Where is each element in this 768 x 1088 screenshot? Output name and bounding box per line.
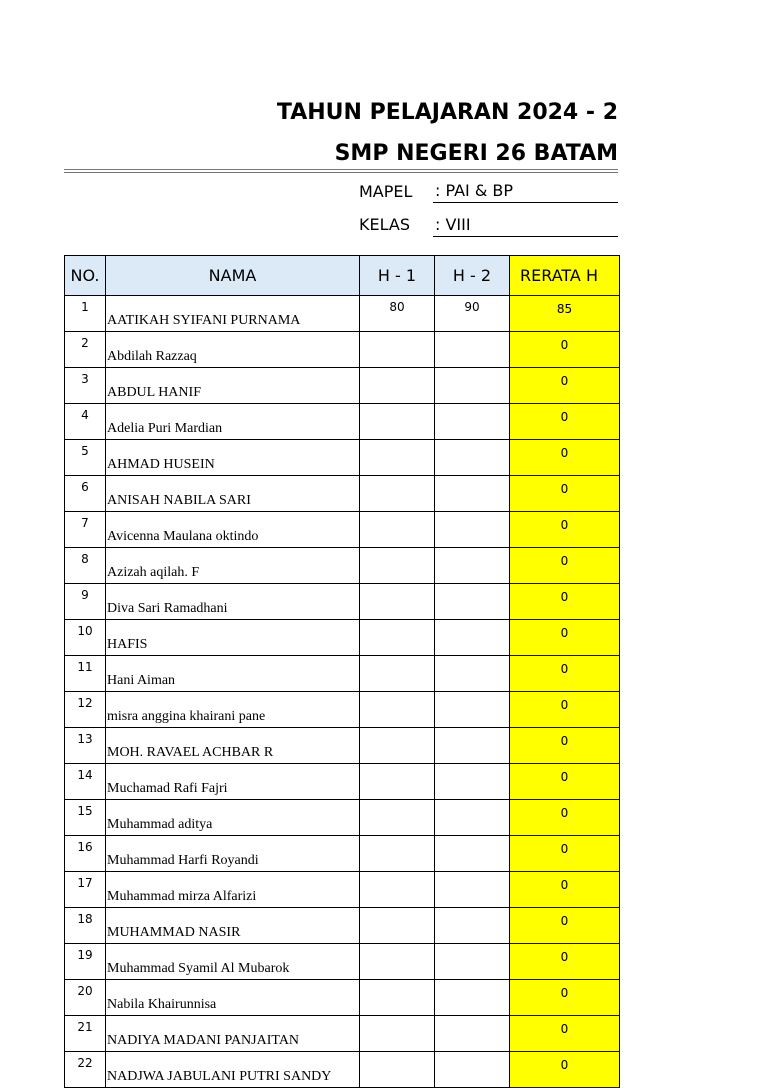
average-cell[interactable]: 0 — [510, 656, 620, 692]
score-h2-cell[interactable] — [435, 368, 510, 404]
table-row — [65, 512, 620, 548]
average-cell[interactable]: 0 — [510, 440, 620, 476]
score-h2-cell[interactable] — [435, 908, 510, 944]
table-row — [65, 980, 620, 1016]
table-row — [65, 764, 620, 800]
score-h2-cell[interactable] — [435, 476, 510, 512]
name-cell[interactable]: ANISAH NABILA SARI — [106, 476, 360, 512]
table-row — [65, 800, 620, 836]
score-h1-cell[interactable]: 80 — [360, 296, 435, 332]
average-cell[interactable]: 0 — [510, 368, 620, 404]
row-number-cell[interactable]: 2 — [65, 332, 106, 368]
academic-year-line: TAHUN PELAJARAN 2024 - 2 — [276, 100, 618, 125]
school-name: SMP NEGERI 26 BATAM — [334, 141, 618, 166]
score-h1-cell[interactable] — [360, 944, 435, 980]
table-row — [65, 368, 620, 404]
score-h2-cell[interactable] — [435, 1016, 510, 1052]
mapel-label: MAPEL — [359, 182, 413, 201]
row-number-cell[interactable]: 20 — [65, 980, 106, 1016]
score-h2-cell[interactable] — [435, 764, 510, 800]
table-row — [65, 404, 620, 440]
score-h2-cell[interactable] — [435, 332, 510, 368]
average-cell[interactable]: 0 — [510, 404, 620, 440]
average-cell[interactable]: 0 — [510, 764, 620, 800]
column-header-nama[interactable]: NAMA — [106, 256, 360, 296]
row-number-cell[interactable]: 3 — [65, 368, 106, 404]
divider — [64, 172, 618, 173]
row-number-cell[interactable]: 12 — [65, 692, 106, 728]
table-row — [65, 620, 620, 656]
name-cell[interactable]: Azizah aqilah. F — [106, 548, 360, 584]
average-cell[interactable]: 0 — [510, 980, 620, 1016]
name-cell[interactable]: NADJWA JABULANI PUTRI SANDY — [106, 1052, 360, 1088]
score-h2-cell[interactable] — [435, 728, 510, 764]
name-cell[interactable]: Abdilah Razzaq — [106, 332, 360, 368]
score-h1-cell[interactable] — [360, 512, 435, 548]
name-cell[interactable]: Muhammad Syamil Al Mubarok — [106, 944, 360, 980]
row-number-cell[interactable]: 5 — [65, 440, 106, 476]
average-cell[interactable]: 0 — [510, 548, 620, 584]
name-cell[interactable]: NADIYA MADANI PANJAITAN — [106, 1016, 360, 1052]
name-cell[interactable]: AHMAD HUSEIN — [106, 440, 360, 476]
score-h2-cell[interactable]: 90 — [435, 296, 510, 332]
name-cell[interactable]: Muhammad aditya — [106, 800, 360, 836]
score-h2-cell[interactable] — [435, 440, 510, 476]
average-cell[interactable]: 0 — [510, 512, 620, 548]
row-number-cell[interactable]: 22 — [65, 1052, 106, 1088]
column-header-rerata[interactable]: RERATA H — [510, 256, 620, 296]
grades-table — [64, 255, 620, 1088]
table-row — [65, 1016, 620, 1052]
score-h2-cell[interactable] — [435, 548, 510, 584]
row-number-cell[interactable]: 6 — [65, 476, 106, 512]
score-h1-cell[interactable] — [360, 332, 435, 368]
column-header-h1[interactable]: H - 1 — [360, 256, 435, 296]
score-h2-cell[interactable] — [435, 512, 510, 548]
average-cell[interactable]: 85 — [510, 296, 620, 332]
table-row — [65, 476, 620, 512]
table-row — [65, 728, 620, 764]
score-h2-cell[interactable] — [435, 800, 510, 836]
row-number-cell[interactable]: 21 — [65, 1016, 106, 1052]
score-h1-cell[interactable] — [360, 728, 435, 764]
score-h1-cell[interactable] — [360, 908, 435, 944]
name-cell[interactable]: Adelia Puri Mardian — [106, 404, 360, 440]
table-row — [65, 548, 620, 584]
name-cell[interactable]: Muhammad mirza Alfarizi — [106, 872, 360, 908]
score-h1-cell[interactable] — [360, 1052, 435, 1088]
average-cell[interactable]: 0 — [510, 620, 620, 656]
row-number-cell[interactable]: 7 — [65, 512, 106, 548]
score-h2-cell[interactable] — [435, 980, 510, 1016]
row-number-cell[interactable]: 16 — [65, 836, 106, 872]
score-h1-cell[interactable] — [360, 584, 435, 620]
name-cell[interactable]: misra anggina khairani pane — [106, 692, 360, 728]
name-cell[interactable]: Hani Aiman — [106, 656, 360, 692]
score-h1-cell[interactable] — [360, 476, 435, 512]
score-h1-cell[interactable] — [360, 548, 435, 584]
kelas-value[interactable]: : VIII — [433, 215, 618, 237]
average-cell[interactable]: 0 — [510, 944, 620, 980]
average-cell[interactable]: 0 — [510, 476, 620, 512]
score-h2-cell[interactable] — [435, 404, 510, 440]
name-cell[interactable]: Muhammad Harfi Royandi — [106, 836, 360, 872]
row-number-cell[interactable]: 18 — [65, 908, 106, 944]
row-number-cell[interactable]: 1 — [65, 296, 106, 332]
row-number-cell[interactable]: 14 — [65, 764, 106, 800]
kelas-label: KELAS — [359, 215, 410, 234]
score-h2-cell[interactable] — [435, 872, 510, 908]
name-cell[interactable]: ABDUL HANIF — [106, 368, 360, 404]
score-h1-cell[interactable] — [360, 872, 435, 908]
score-h2-cell[interactable] — [435, 944, 510, 980]
name-cell[interactable]: Nabila Khairunnisa — [106, 980, 360, 1016]
average-cell[interactable]: 0 — [510, 728, 620, 764]
score-h1-cell[interactable] — [360, 656, 435, 692]
table-row — [65, 872, 620, 908]
average-cell[interactable]: 0 — [510, 836, 620, 872]
table-row — [65, 908, 620, 944]
average-cell[interactable]: 0 — [510, 332, 620, 368]
table-row — [65, 440, 620, 476]
row-number-cell[interactable]: 19 — [65, 944, 106, 980]
table-row — [65, 836, 620, 872]
column-header-no[interactable]: NO. — [65, 256, 106, 296]
column-header-h2[interactable]: H - 2 — [435, 256, 510, 296]
score-h1-cell[interactable] — [360, 404, 435, 440]
row-number-cell[interactable]: 15 — [65, 800, 106, 836]
average-cell[interactable]: 0 — [510, 872, 620, 908]
score-h1-cell[interactable] — [360, 620, 435, 656]
score-h1-cell[interactable] — [360, 800, 435, 836]
score-h2-cell[interactable] — [435, 656, 510, 692]
row-number-cell[interactable]: 17 — [65, 872, 106, 908]
table-header-row — [65, 256, 620, 296]
mapel-value[interactable]: : PAI & BP — [433, 181, 618, 203]
score-h1-cell[interactable] — [360, 980, 435, 1016]
score-h1-cell[interactable] — [360, 692, 435, 728]
average-cell[interactable]: 0 — [510, 692, 620, 728]
table-row — [65, 692, 620, 728]
name-cell[interactable]: Muchamad Rafi Fajri — [106, 764, 360, 800]
average-cell[interactable]: 0 — [510, 800, 620, 836]
score-h2-cell[interactable] — [435, 584, 510, 620]
score-h1-cell[interactable] — [360, 764, 435, 800]
score-h1-cell[interactable] — [360, 440, 435, 476]
table-row — [65, 332, 620, 368]
name-cell[interactable]: MUHAMMAD NASIR — [106, 908, 360, 944]
row-number-cell[interactable]: 4 — [65, 404, 106, 440]
table-row — [65, 296, 620, 332]
score-h2-cell[interactable] — [435, 692, 510, 728]
name-cell[interactable]: Diva Sari Ramadhani — [106, 584, 360, 620]
score-h1-cell[interactable] — [360, 1016, 435, 1052]
name-cell[interactable]: Avicenna Maulana oktindo — [106, 512, 360, 548]
row-number-cell[interactable]: 10 — [65, 620, 106, 656]
table-row — [65, 584, 620, 620]
name-cell[interactable]: MOH. RAVAEL ACHBAR R — [106, 728, 360, 764]
score-h2-cell[interactable] — [435, 836, 510, 872]
row-number-cell[interactable]: 11 — [65, 656, 106, 692]
score-h2-cell[interactable] — [435, 620, 510, 656]
table-row — [65, 944, 620, 980]
divider — [64, 169, 618, 170]
name-cell[interactable]: HAFIS — [106, 620, 360, 656]
row-number-cell[interactable]: 9 — [65, 584, 106, 620]
table-row — [65, 1052, 620, 1088]
average-cell[interactable]: 0 — [510, 584, 620, 620]
name-cell[interactable]: AATIKAH SYIFANI PURNAMA — [106, 296, 360, 332]
score-h1-cell[interactable] — [360, 368, 435, 404]
score-h2-cell[interactable] — [435, 1052, 510, 1088]
score-h1-cell[interactable] — [360, 836, 435, 872]
average-cell[interactable]: 0 — [510, 908, 620, 944]
average-cell[interactable]: 0 — [510, 1052, 620, 1088]
row-number-cell[interactable]: 8 — [65, 548, 106, 584]
row-number-cell[interactable]: 13 — [65, 728, 106, 764]
table-row — [65, 656, 620, 692]
average-cell[interactable]: 0 — [510, 1016, 620, 1052]
